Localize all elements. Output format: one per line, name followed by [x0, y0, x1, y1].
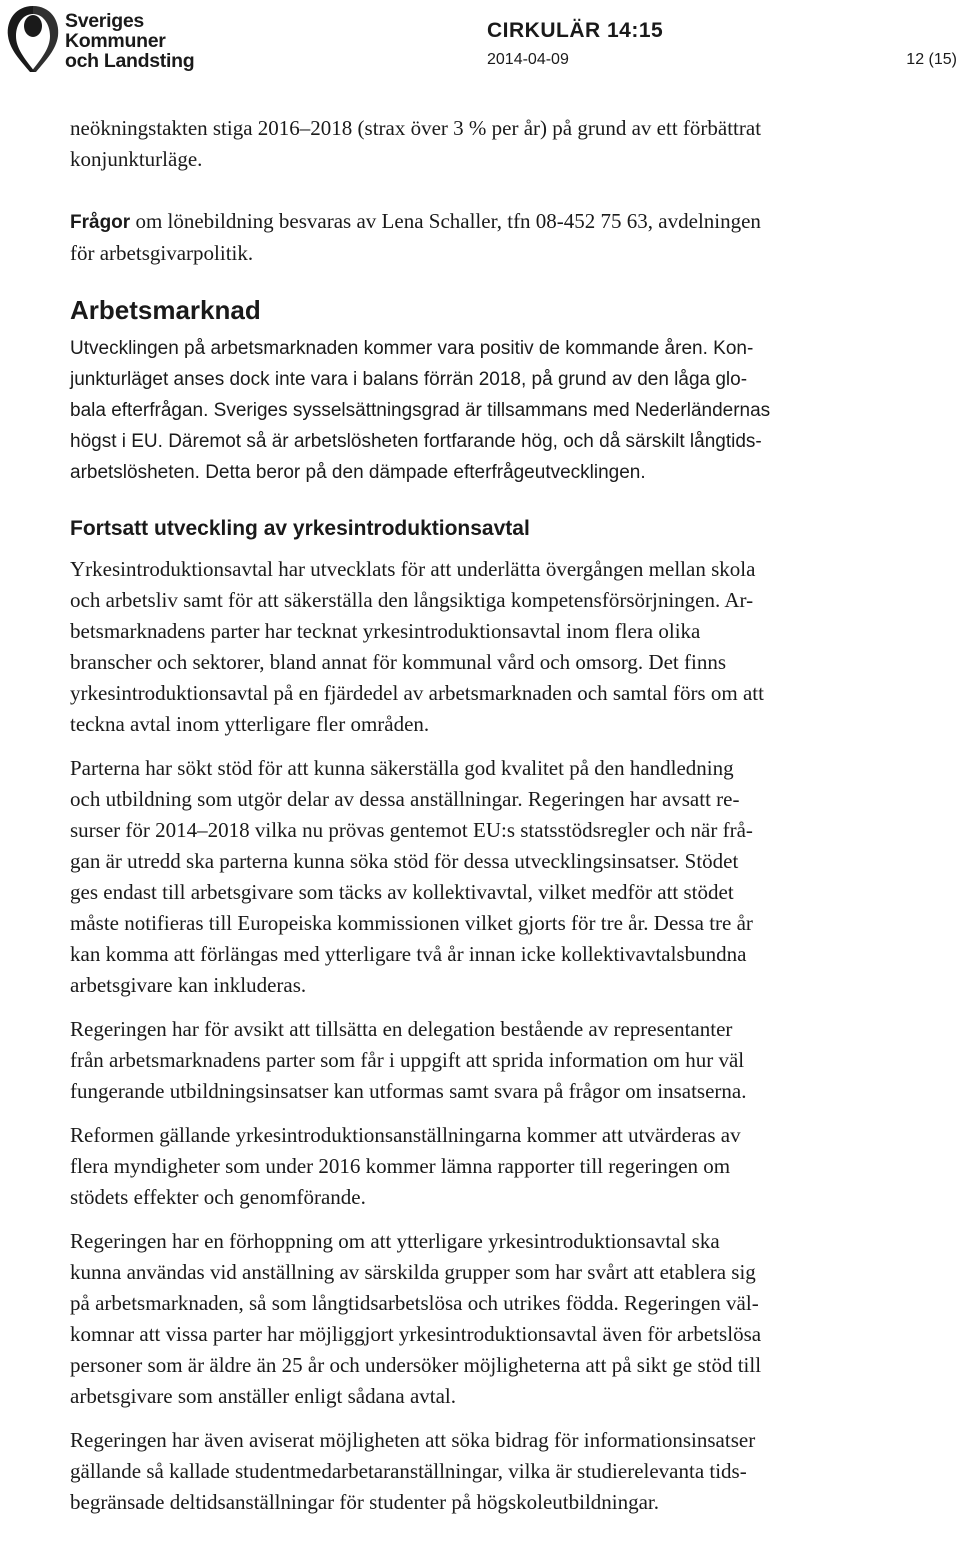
- text-line: Regeringen har för avsikt att tillsätta en delegation bestående av representanter: [70, 1017, 733, 1041]
- text-line: arbetslösheten. Detta beror på den dämpade efterfrågeutvecklingen.: [70, 462, 646, 483]
- document-body: [70, 113, 920, 1518]
- text-line: fungerande utbildningsinsatser kan utformas samt svara på frågor om insatserna.: [70, 1079, 747, 1103]
- text-line: och arbetsliv samt för att säkerställa den långsiktiga kompetensförsörjningen. Ar-: [70, 588, 754, 612]
- text-line: gan är utredd ska parterna kunna söka stöd för dessa utvecklingsinsatser. Stödet: [70, 849, 739, 873]
- logo-line-2: Kommuner: [65, 30, 166, 52]
- paragraph-labor: [70, 333, 920, 488]
- heading-yrkesintroduktion: Fortsatt utveckling av yrkesintroduktionsavtal: [70, 517, 530, 540]
- text-line: branscher och sektorer, bland annat för kommunal vård och omsorg. Det finns: [70, 650, 727, 674]
- paragraph-6: [70, 1425, 920, 1518]
- text-line: betsmarknadens parter har tecknat yrkesintroduktionsavtal inom flera olika: [70, 619, 701, 643]
- text-line: på arbetsmarknaden, så som långtidsarbetslösa och utrikes födda. Regeringen väl-: [70, 1291, 759, 1315]
- paragraph-intro: [70, 113, 920, 175]
- text-line: kunna användas vid anställning av särskilda grupper som har svårt att etablera sig: [70, 1260, 756, 1284]
- text-line: Reformen gällande yrkesintroduktionsanställningarna kommer att utvärderas av: [70, 1123, 741, 1147]
- paragraph-4: [70, 1120, 920, 1213]
- circular-title: CIRKULÄR 14:15: [487, 19, 664, 42]
- skl-logo: [2, 2, 195, 76]
- text-line: högst i EU. Däremot så är arbetslösheten fortfarande hög, och då särskilt långtids-: [70, 431, 762, 452]
- text-line: kan komma att förlängas med ytterligare två år innan icke kollektivavtalsbundna: [70, 942, 747, 966]
- text-line: ges endast till arbetsgivare som täcks av kollektivavtal, vilket medför att stödet: [70, 880, 734, 904]
- paragraph-3: [70, 1014, 920, 1107]
- page-header: [0, 0, 960, 80]
- text-line: konjunkturläge.: [70, 147, 203, 171]
- text-line: stödets effekter och genomförande.: [70, 1185, 366, 1209]
- paragraph-5: [70, 1226, 920, 1412]
- text-line: junkturläget anses dock inte vara i balans förrän 2018, på grund av den låga glo-: [70, 369, 748, 390]
- text-line: och utbildning som utgör delar av dessa anställningar. Regeringen har avsatt re-: [70, 787, 740, 811]
- paragraph-1: [70, 554, 920, 740]
- paragraph-2: [70, 753, 920, 1001]
- heading-arbetsmarknad: Arbetsmarknad: [70, 295, 261, 325]
- questions-lead: Frågor: [70, 212, 131, 233]
- text-line: gällande så kallade studentmedarbetaranställningar, vilka är studierelevanta tids-: [70, 1459, 747, 1483]
- text-line: Regeringen har även aviserat möjligheten att söka bidrag för informationsinsatser: [70, 1428, 756, 1452]
- text-line: Regeringen har en förhoppning om att ytterligare yrkesintroduktionsavtal ska: [70, 1229, 720, 1253]
- text-line: neökningstakten stiga 2016–2018 (strax över 3 % per år) på grund av ett förbättrat: [70, 116, 762, 140]
- text-line: arbetsgivare kan inkluderas.: [70, 973, 307, 997]
- questions-line-1: om lönebildning besvaras av Lena Schaller, tfn 08-452 75 63, avdelningen: [130, 209, 761, 233]
- text-line: begränsade deltidsanställningar för studenter på högskoleutbildningar.: [70, 1490, 660, 1514]
- text-line: yrkesintroduktionsavtal på en fjärdedel av arbetsmarknaden och samtal förs om att: [70, 681, 764, 705]
- text-line: personer som är äldre än 25 år och undersöker möjligheterna att på sikt ge stöd till: [70, 1353, 762, 1377]
- paragraph-questions: [70, 206, 920, 269]
- page-number: 12 (15): [906, 51, 957, 68]
- skl-emblem-icon: [2, 2, 64, 76]
- text-line: surser för 2014–2018 vilka nu prövas gentemot EU:s statsstödsregler och när frå-: [70, 818, 753, 842]
- text-line: flera myndigheter som under 2016 kommer lämna rapporter till regeringen om: [70, 1154, 731, 1178]
- text-line: Yrkesintroduktionsavtal har utvecklats för att underlätta övergången mellan skola: [70, 557, 756, 581]
- text-line: arbetsgivare som anställer enligt sådana avtal.: [70, 1384, 457, 1408]
- logo-line-1: Sveriges: [65, 10, 144, 32]
- text-line: komnar att vissa parter har möjliggjort yrkesintroduktionsavtal även för arbetslösa: [70, 1322, 762, 1346]
- text-line: bala efterfrågan. Sveriges sysselsättningsgrad är tillsammans med Nederländernas: [70, 400, 771, 421]
- text-line: Parterna har sökt stöd för att kunna säkerställa god kvalitet på den handledning: [70, 756, 734, 780]
- logo-line-3: och Landsting: [65, 50, 195, 72]
- text-line: Utvecklingen på arbetsmarknaden kommer vara positiv de kommande åren. Kon-: [70, 338, 754, 359]
- text-line: teckna avtal inom ytterligare fler områden.: [70, 712, 430, 736]
- text-line: [70, 206, 920, 238]
- circular-date: 2014-04-09: [487, 51, 569, 68]
- text-line: för arbetsgivarpolitik.: [70, 241, 254, 265]
- text-line: från arbetsmarknadens parter som får i uppgift att sprida information om hur väl: [70, 1048, 745, 1072]
- text-line: måste notifieras till Europeiska kommissionen vilket gjorts för tre år. Dessa tre år: [70, 911, 753, 935]
